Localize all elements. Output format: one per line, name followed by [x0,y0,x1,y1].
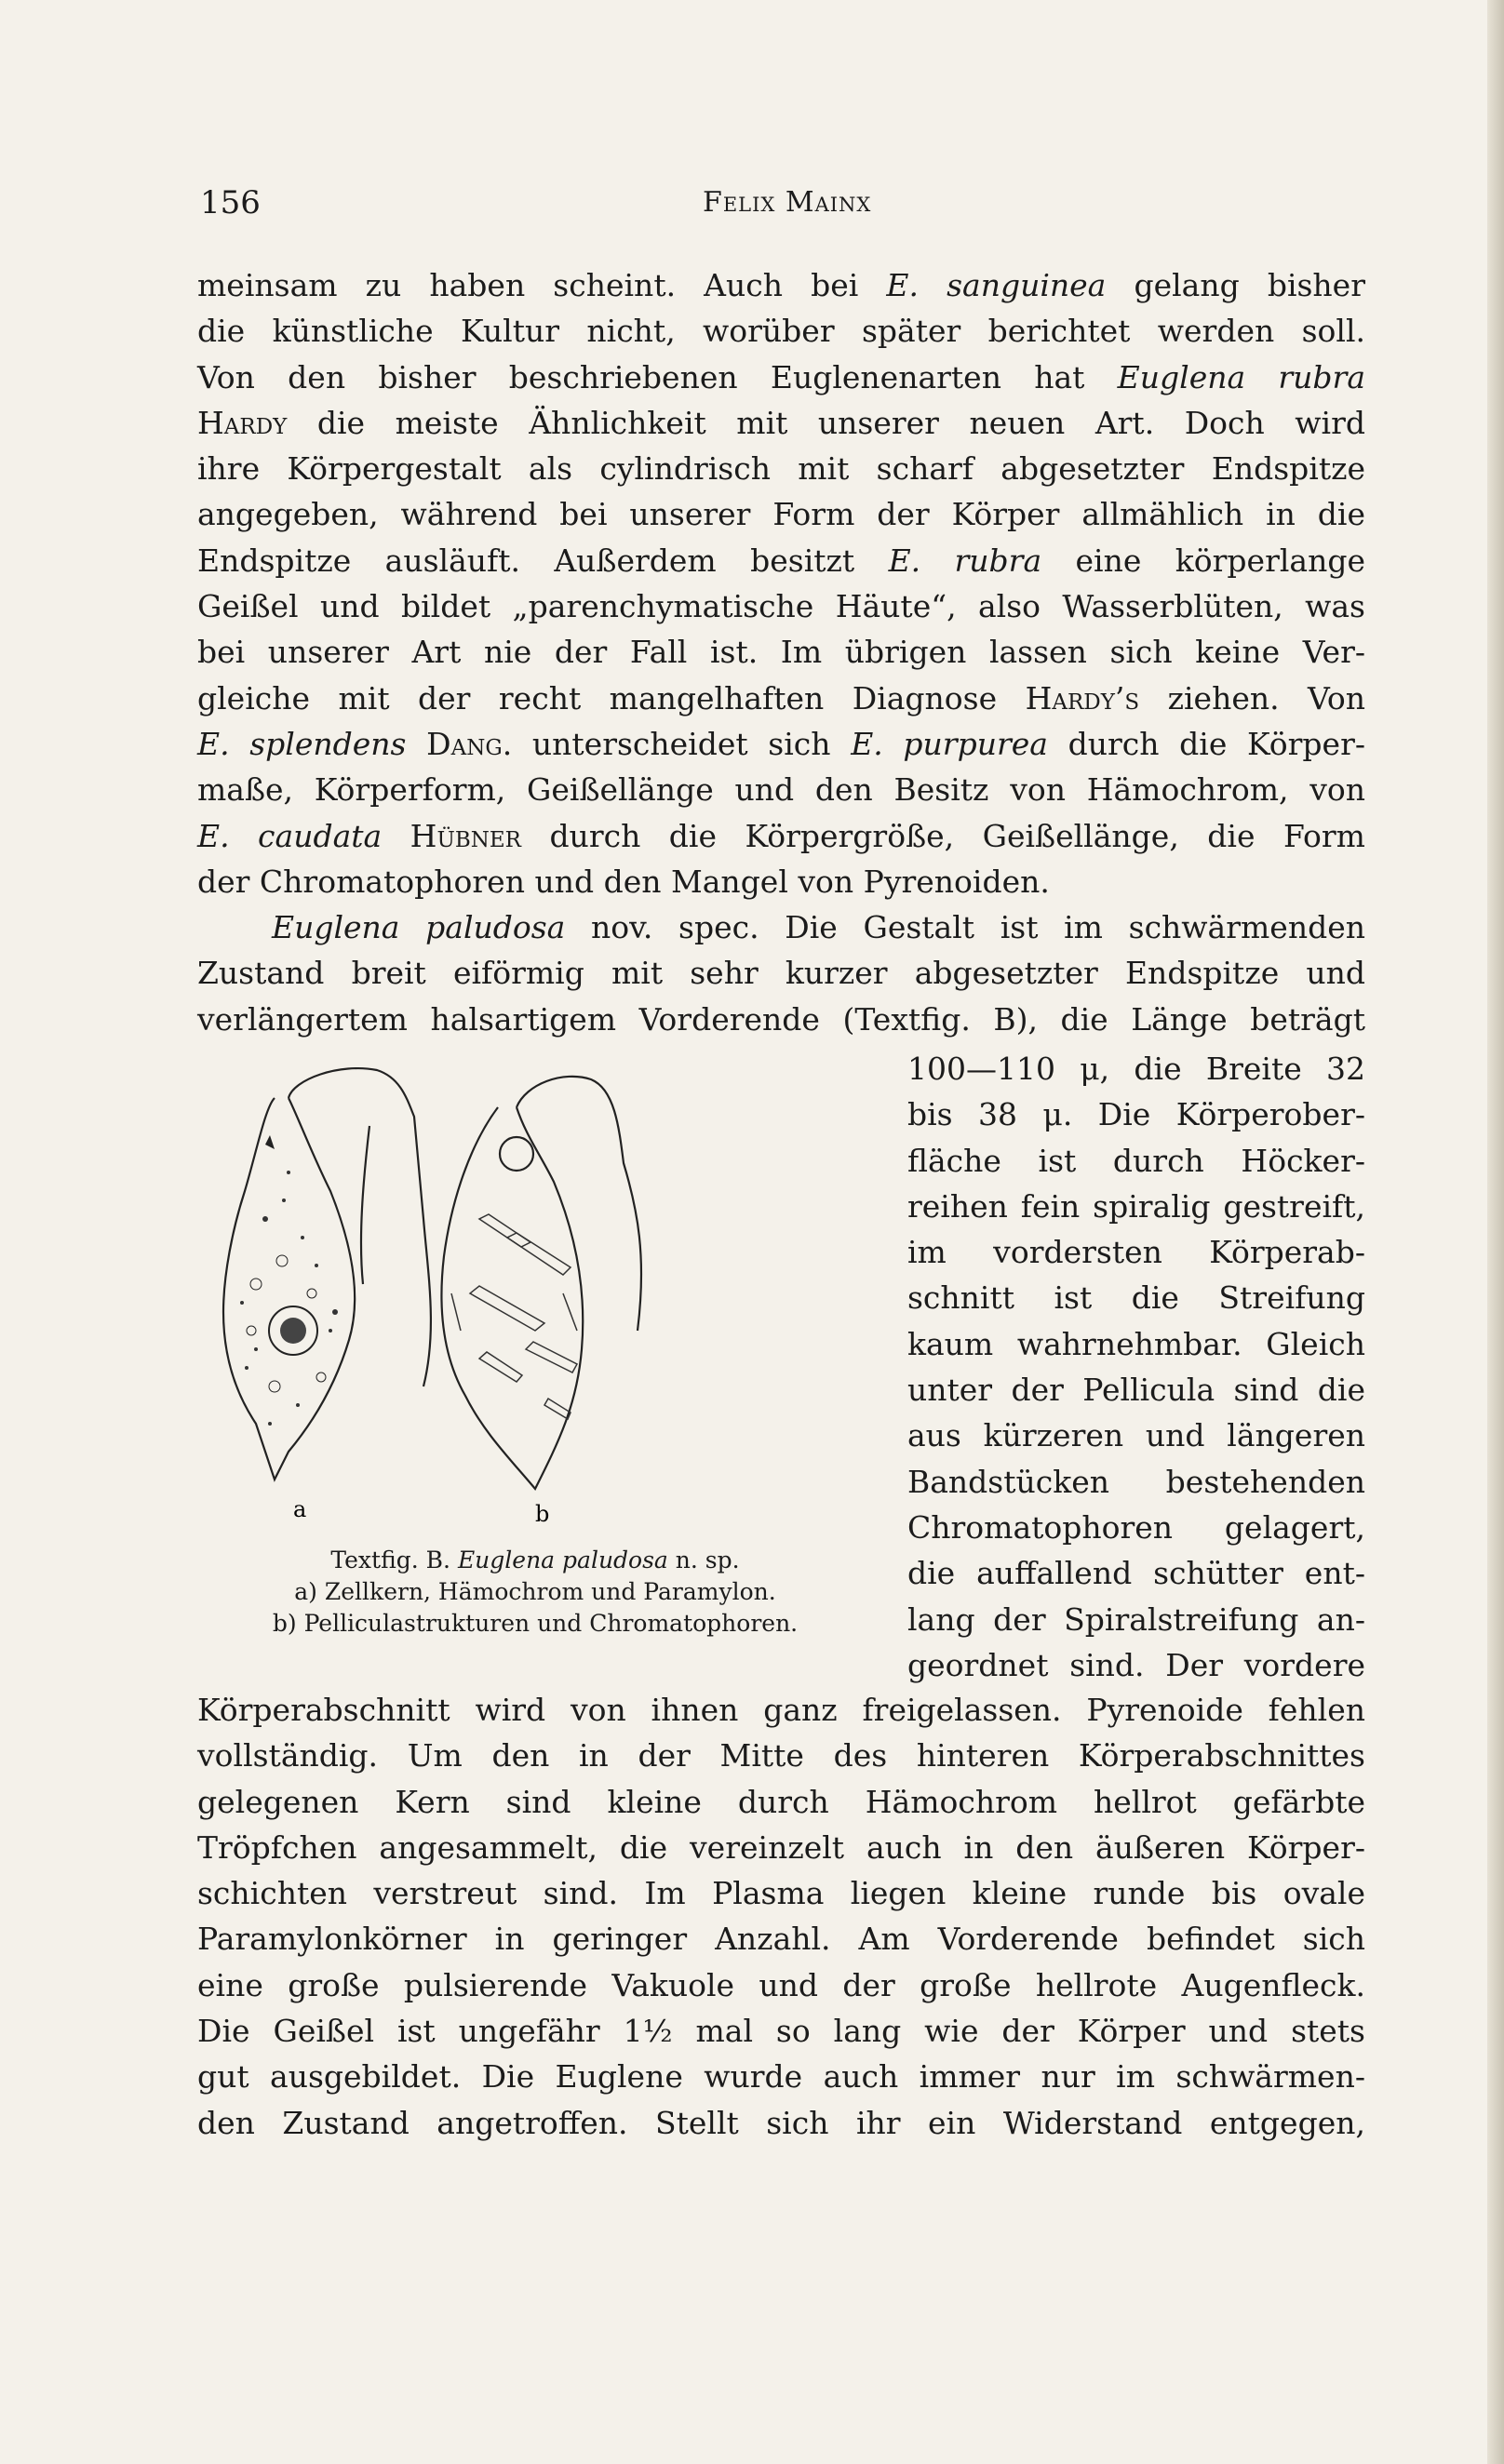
text-line: aus kürzeren und längeren [907,1417,1365,1454]
page-edge-shadow [1487,0,1504,2464]
text-line: Chromatophoren gelagert, [907,1508,1365,1546]
text-line: geordnet sind. Der vordere [907,1646,1365,1683]
text-line: die künstliche Kultur nicht, worüber später berichtet werden soll. [197,313,1365,350]
text-line: Geißel und bildet „parenchymatische Häute“, also Wasserblüten, was [197,588,1365,625]
text-line: bei unserer Art nie der Fall ist. Im übrigen lassen sich keine Ver- [197,634,1365,671]
text-line: verlängertem halsartigem Vorderende (Textfig. B), die Länge beträgt [197,1000,1365,1038]
text-line: der Chromatophoren und den Mangel von Pyrenoiden. [197,863,1050,900]
text-line: bis 38 μ. Die Körperober- [907,1096,1365,1133]
text-line: Von den bisher beschriebenen Euglenenarten hat Euglena rubra [197,358,1366,395]
text-line: Tröpfchen angesammelt, die vereinzelt auch in den äußeren Körper- [197,1828,1365,1866]
text-line: die auffallend schütter ent- [907,1555,1365,1592]
text-line: Bandstücken bestehenden [907,1463,1365,1500]
text-line: gut ausgebildet. Die Euglene wurde auch immer nur im schwärmen- [197,2058,1365,2096]
text-line: Körperabschnitt wird von ihnen ganz freigelassen. Pyrenoide fehlen [197,1692,1365,1728]
text-line: meinsam zu haben scheint. Auch bei E. sanguinea gelang bisher [197,267,1365,303]
text-line: unter der Pellicula sind die [907,1372,1365,1409]
text-line: gleiche mit der recht mangelhaften Diagnose Hardy’s ziehen. Von [197,679,1365,716]
cell-a-outline [223,1068,431,1480]
running-head: Felix Mainx [703,186,872,219]
page-header [200,184,1363,231]
text-line: gelegenen Kern sind kleine durch Hämochrom hellrot gefärbte [197,1783,1365,1820]
text-line: schnitt ist die Streifung [907,1279,1365,1317]
text-line: 100—110 μ, die Breite 32 [907,1051,1365,1087]
cell-a-contents [240,1135,338,1426]
text-line: reihen fein spiralig gestreift, [907,1187,1365,1225]
figure-label-b: b [535,1501,550,1527]
body-text-wrap [907,1046,1365,1688]
euglena-figure [200,1051,870,1535]
page-number: 156 [200,184,261,221]
text-line: im vordersten Körperab- [907,1234,1365,1271]
caption-a: a) Zellkern, Hämochrom und Paramylon. [294,1578,776,1605]
text-line: maße, Körperform, Geißellänge und den Besitz von Hämochrom, von [197,771,1365,809]
text-line: Paramylonkörner in geringer Anzahl. Am Vorderende befindet sich [197,1921,1365,1958]
body-text-top [197,262,1365,1042]
text-line: angegeben, während bei unserer Form der Körper allmählich in die [197,496,1365,533]
cell-b-chromatophores [451,1214,577,1419]
text-line: Euglena paludosa nov. spec. Die Gestalt ist im schwärmenden [272,909,1365,946]
caption-b: b) Pelliculastrukturen und Chromatophoren. [272,1610,799,1637]
caption-title: Textfig. B. Euglena paludosa n. sp. [330,1547,740,1573]
text-line: fläche ist durch Höcker- [907,1142,1365,1179]
cell-b-outline [441,1077,641,1489]
text-line: eine große pulsierende Vakuole und der große hellrote Augenfleck. [197,1966,1365,2003]
text-line: den Zustand angetroffen. Stellt sich ihr ein Widerstand entgegen, [197,2104,1365,2141]
text-line: Die Geißel ist ungefähr 1½ mal so lang wie der Körper und stets [197,2013,1365,2050]
text-line: schichten verstreut sind. Im Plasma liegen kleine runde bis ovale [197,1875,1365,1912]
figure-caption [200,1545,870,1640]
text-line: Zustand breit eiförmig mit sehr kurzer abgesetzter Endspitze und [197,955,1365,992]
text-line: E. splendens Dang. unterscheidet sich E. purpurea durch die Körper- [197,725,1366,762]
text-line: Endspitze ausläuft. Außerdem besitzt E. rubra eine körperlange [197,542,1365,579]
text-line: lang der Spiralstreifung an- [907,1600,1365,1638]
text-line: vollständig. Um den in der Mitte des hinteren Körperabschnittes [197,1737,1365,1774]
text-line: kaum wahrnehmbar. Gleich [907,1325,1365,1362]
text-line: E. caudata Hübner durch die Körpergröße, Geißellänge, die Form [197,817,1365,854]
text-line: Hardy die meiste Ähnlichkeit mit unserer neuen Art. Doch wird [197,404,1365,441]
figure-label-a: a [293,1496,307,1522]
body-text-bottom [197,1687,1365,2146]
text-line: ihre Körpergestalt als cylindrisch mit scharf abgesetzter Endspitze [197,450,1365,488]
